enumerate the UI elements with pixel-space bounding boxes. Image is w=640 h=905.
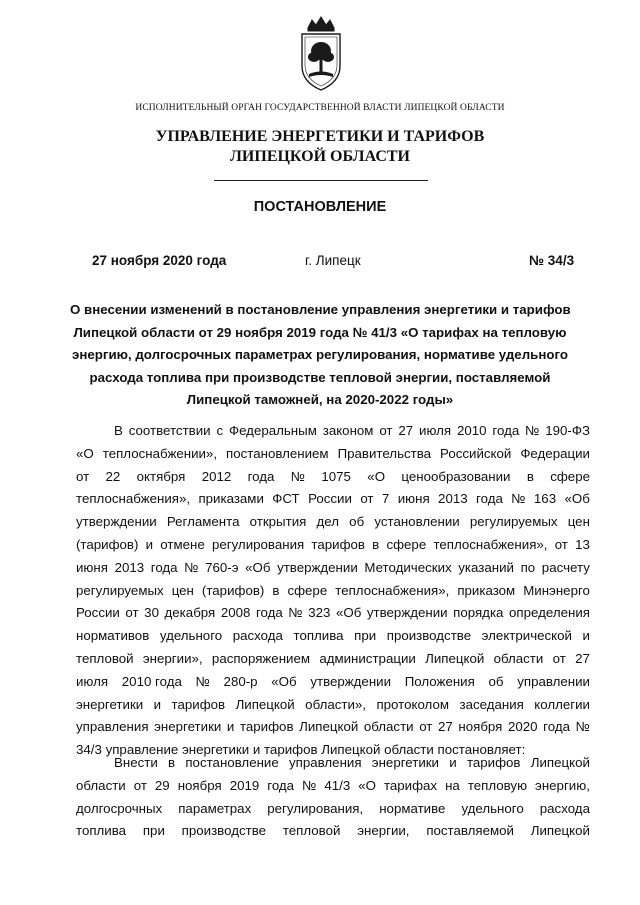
word: нормативов xyxy=(76,628,150,644)
word: производстве xyxy=(181,823,267,839)
word: и xyxy=(145,536,154,552)
word: энергетики xyxy=(154,719,222,735)
word: Российской xyxy=(440,445,512,461)
issuing-authority: ИСПОЛНИТЕЛЬНЫЙ ОРГАН ГОСУДАРСТВЕННОЙ ВЛАСТИ ЛИПЕЦКОЙ ОБЛАСТИ xyxy=(135,103,505,113)
word: № xyxy=(511,491,526,507)
word: № xyxy=(290,468,306,484)
word: с xyxy=(216,423,224,438)
word: сфере xyxy=(550,468,590,484)
word: 2010 xyxy=(456,423,487,438)
word: приказом xyxy=(457,582,516,598)
word: Правительства xyxy=(337,445,432,461)
word: управлении xyxy=(517,673,590,689)
word: июля xyxy=(419,423,452,438)
word: ноября xyxy=(177,777,222,793)
word: 2008 xyxy=(220,605,251,621)
word: сфере xyxy=(287,582,328,598)
word: производстве xyxy=(386,628,472,644)
word: в xyxy=(272,582,280,598)
word: июля xyxy=(76,673,109,689)
word: Методических xyxy=(364,559,452,575)
word: № xyxy=(184,559,199,575)
word: установлении xyxy=(374,514,460,530)
word: на xyxy=(445,777,460,793)
word: от xyxy=(552,650,566,666)
word: от xyxy=(76,468,90,484)
word: при xyxy=(142,823,165,839)
word: об xyxy=(349,514,365,530)
word: порядка xyxy=(453,605,504,621)
word: 2010 года xyxy=(121,673,182,689)
word: 27 xyxy=(437,719,453,735)
body-paragraph-resolution xyxy=(76,752,590,843)
word: утверждении xyxy=(310,673,392,689)
word: 190-ФЗ xyxy=(545,423,590,438)
word: года xyxy=(267,777,295,793)
word: энергетики xyxy=(76,696,144,712)
word: в xyxy=(526,468,534,484)
word: тепловой xyxy=(76,650,134,666)
word: определения xyxy=(509,605,590,621)
word: теплоснабжения», xyxy=(433,536,548,552)
word: параметрах xyxy=(178,800,252,816)
word: от xyxy=(125,605,139,621)
paragraph-line xyxy=(76,602,590,625)
word: «О xyxy=(358,777,376,793)
organization-title xyxy=(0,127,640,167)
word: от xyxy=(379,423,393,438)
word: Регламента xyxy=(166,514,240,530)
word: расхода xyxy=(539,800,590,816)
word: распоряжением xyxy=(211,650,310,666)
paragraph-line xyxy=(76,534,590,557)
word: России xyxy=(308,491,352,507)
word: утверждении xyxy=(76,514,157,530)
word: теплоснабжения», xyxy=(76,491,191,507)
word: администрации xyxy=(319,650,416,666)
word: 2019 xyxy=(229,777,260,793)
word: 280-р xyxy=(223,673,258,689)
word: удельного xyxy=(159,628,223,644)
word: Федеральным xyxy=(228,423,317,438)
word: топлива xyxy=(76,823,127,839)
word: № xyxy=(195,673,210,689)
word: топлива xyxy=(293,628,344,644)
word: В xyxy=(114,423,123,438)
word: в xyxy=(168,755,176,770)
word: расхода xyxy=(232,628,283,644)
paragraph-line xyxy=(76,648,590,671)
word: управления xyxy=(289,755,362,770)
subject-line: расхода топлива при производстве тепловой энергии, поставляемой xyxy=(89,369,551,385)
word: Липецкой xyxy=(530,755,590,770)
word: года xyxy=(150,559,178,575)
header-divider xyxy=(214,180,428,181)
word: от xyxy=(554,536,568,552)
word: об xyxy=(488,673,504,689)
word: от xyxy=(419,719,433,735)
word: 163 xyxy=(533,491,557,507)
word: «О xyxy=(76,445,94,461)
word: утверждении xyxy=(366,605,448,621)
word: утверждении xyxy=(277,559,358,575)
document-city: г. Липецк xyxy=(305,253,361,268)
word: электрической xyxy=(481,628,572,644)
word: энергии», xyxy=(142,650,203,666)
subject-line: Липецкой области от 29 ноября 2019 года № 41/3 «О тарифах на тепловую xyxy=(73,324,567,340)
word: 34/3 управление энергетики и тарифов Липецкой области постановляет: xyxy=(76,742,526,758)
word: и xyxy=(153,696,162,712)
word: ноября xyxy=(458,719,503,735)
word: области», xyxy=(305,696,366,712)
subject-line: энергию, долгосрочных параметрах регулирования, нормативе удельного xyxy=(72,347,568,362)
word: 13 xyxy=(575,536,590,552)
word: 29 xyxy=(154,777,170,793)
word: 2020 xyxy=(507,719,538,735)
word: при xyxy=(354,628,377,644)
word: теплоснабжении», xyxy=(102,445,218,461)
word: Липецкой xyxy=(530,823,590,839)
paragraph-line xyxy=(76,466,590,489)
word: 7 xyxy=(381,491,390,507)
word: и xyxy=(226,719,235,735)
word: Липецкой xyxy=(235,696,295,712)
word: по xyxy=(520,559,536,575)
word: Липецкой xyxy=(299,719,359,735)
word: регулирования xyxy=(211,536,305,552)
word: «Об xyxy=(271,673,297,689)
word: расчету xyxy=(541,559,590,575)
paragraph-line xyxy=(76,752,590,775)
word: № xyxy=(302,777,317,793)
word: Внести xyxy=(114,755,158,770)
word: года xyxy=(247,468,275,484)
paragraph-line xyxy=(76,820,590,843)
word: цен xyxy=(171,582,194,598)
word: России xyxy=(76,605,120,621)
word: удельного xyxy=(461,800,524,816)
word: «Об xyxy=(335,605,362,621)
word: № xyxy=(575,719,590,735)
word: открытия xyxy=(249,514,307,530)
word: от xyxy=(133,777,147,793)
word: тепловую xyxy=(467,777,528,793)
word: отмене xyxy=(160,536,205,552)
word: энергии, xyxy=(357,823,410,839)
paragraph-line xyxy=(76,580,590,603)
paragraph-line xyxy=(76,488,590,511)
word: октября xyxy=(136,468,186,484)
subject-line: Липецкой таможней, на 2020-2022 годы» xyxy=(186,392,454,407)
paragraph-line xyxy=(76,443,590,466)
word: области xyxy=(493,650,544,666)
word: и xyxy=(449,755,457,770)
word: № xyxy=(288,605,303,621)
word: года xyxy=(492,423,520,438)
word: 2013 xyxy=(114,559,145,575)
word: Минэнерго xyxy=(523,582,590,598)
word: тарифов xyxy=(466,755,521,770)
word: управления xyxy=(76,719,149,735)
word: декабря xyxy=(164,605,216,621)
word: года xyxy=(255,605,283,621)
word: 1075 xyxy=(321,468,351,484)
word: «О xyxy=(367,468,386,484)
document-subject xyxy=(70,299,570,412)
paragraph-line xyxy=(76,625,590,648)
paragraph-line xyxy=(76,775,590,798)
word: области xyxy=(76,777,126,793)
paragraph-line xyxy=(76,798,590,821)
word: года xyxy=(476,491,503,507)
word: 2012 xyxy=(201,468,232,484)
word: энергетики xyxy=(371,755,439,770)
paragraph-line xyxy=(76,420,590,443)
paragraph-line xyxy=(76,671,590,694)
document-number: № 34/3 xyxy=(529,253,575,268)
word: дел xyxy=(316,514,339,530)
organization-title-line-1: УПРАВЛЕНИЕ ЭНЕРГЕТИКИ И ТАРИФОВ xyxy=(155,128,485,145)
word: законом xyxy=(322,423,374,438)
word: Липецкой xyxy=(425,650,485,666)
word: тарифах xyxy=(383,777,438,793)
organization-title-line-2: ЛИПЕЦКОЙ ОБЛАСТИ xyxy=(230,148,410,165)
word: 22 xyxy=(105,468,121,484)
word: тарифов xyxy=(311,536,365,552)
paragraph-line xyxy=(76,716,590,739)
body-paragraph-legal-basis xyxy=(76,420,590,762)
word: ценообразовании xyxy=(401,468,511,484)
word: постановление xyxy=(185,755,279,770)
word: постановлением xyxy=(226,445,329,461)
word: 760-э xyxy=(205,559,239,575)
word: «Об xyxy=(245,559,271,575)
subject-line: О внесении изменений в постановление управления энергетики и тарифов xyxy=(70,302,571,317)
document-type: ПОСТАНОВЛЕНИЕ xyxy=(253,199,387,215)
word: указаний xyxy=(458,559,514,575)
word: Положения xyxy=(404,673,475,689)
paragraph-line xyxy=(76,557,590,580)
word: и xyxy=(582,628,590,644)
word: тарифов xyxy=(239,719,294,735)
word: поставляемой xyxy=(426,823,514,839)
word: от xyxy=(360,491,374,507)
word: энергию, xyxy=(535,777,590,793)
word: 27 xyxy=(575,650,590,666)
word: коллегии xyxy=(534,696,590,712)
word: 41/3 xyxy=(324,777,351,793)
word: июня xyxy=(76,559,108,575)
word: № xyxy=(525,423,540,438)
word: «Об xyxy=(564,491,590,507)
word: регулируемых xyxy=(76,582,164,598)
word: теплоснабжения», xyxy=(335,582,450,598)
word: тарифов xyxy=(171,696,226,712)
word: 30 xyxy=(144,605,159,621)
word: июня xyxy=(397,491,430,507)
word: области xyxy=(363,719,414,735)
word: 2013 xyxy=(438,491,468,507)
word: ФСТ xyxy=(272,491,300,507)
word: (тарифов) xyxy=(76,536,139,552)
word: протоколом xyxy=(376,696,450,712)
word: цен xyxy=(567,514,590,530)
word: (тарифов) xyxy=(201,582,265,598)
word: регулируемых xyxy=(469,514,558,530)
document-date: 27 ноября 2020 года xyxy=(92,253,227,268)
lipetsk-coat-of-arms-icon xyxy=(296,14,346,96)
word: соответствии xyxy=(128,423,211,438)
word: 27 xyxy=(398,423,414,438)
word: года xyxy=(543,719,570,735)
word: 323 xyxy=(308,605,331,621)
word: тепловой xyxy=(282,823,341,839)
word: сфере xyxy=(386,536,427,552)
paragraph-line xyxy=(76,511,590,534)
word: заседания xyxy=(459,696,524,712)
word: приказами xyxy=(198,491,264,507)
word: нормативе xyxy=(379,800,446,816)
word: регулирования, xyxy=(267,800,364,816)
paragraph-line xyxy=(76,694,590,717)
word: долгосрочных xyxy=(76,800,163,816)
word: Федерации xyxy=(520,445,590,461)
word: в xyxy=(372,536,380,552)
